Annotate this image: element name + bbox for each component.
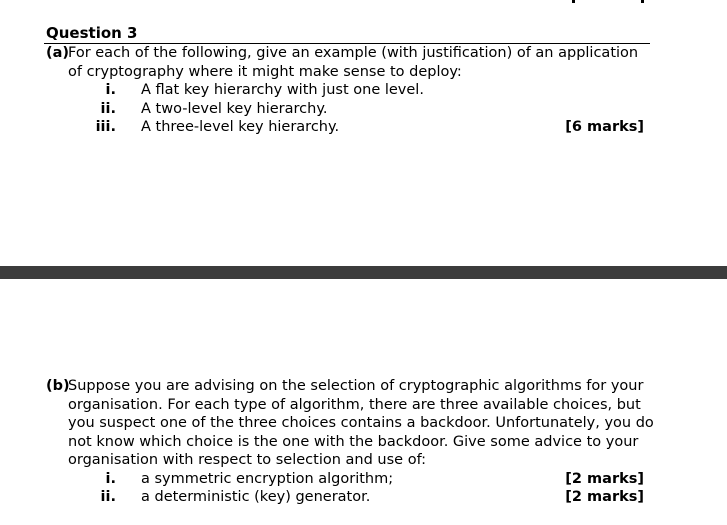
part-b-item-2-marks: [2 marks]: [565, 489, 644, 505]
top-edge-mark-right: [641, 0, 644, 3]
part-a-item-1-num: i.: [105, 82, 116, 98]
part-a-item-3-num: iii.: [95, 119, 116, 135]
part-b-item-2-num: ii.: [100, 489, 116, 505]
part-a-label: (a): [46, 45, 70, 61]
part-a-item-3-text: A three-level key hierarchy.: [141, 119, 340, 135]
part-b-item-2-text: a deterministic (key) generator.: [141, 489, 371, 505]
part-b-item-1-marks: [2 marks]: [565, 471, 644, 487]
part-b-item-1-text: a symmetric encryption algorithm;: [141, 471, 394, 487]
page-divider: [0, 266, 727, 279]
part-b-line-4: not know which choice is the one with the backdoor. Give some advice to your: [68, 434, 639, 450]
part-a-line-2: of cryptography where it might make sense to deploy:: [68, 64, 462, 80]
part-a-marks: [6 marks]: [565, 119, 644, 135]
part-a-line-1: For each of the following, give an example (with justification) of an application: [68, 45, 639, 61]
part-a-item-2-num: ii.: [100, 101, 116, 117]
part-b-label: (b): [46, 378, 70, 394]
part-b-line-2: organisation. For each type of algorithm, there are three available choices, but: [68, 397, 641, 413]
part-b-line-3: you suspect one of the three choices contains a backdoor. Unfortunately, you do: [68, 415, 654, 431]
part-a-item-2-text: A two-level key hierarchy.: [141, 101, 328, 117]
part-b-line-5: organisation with respect to selection and use of:: [68, 452, 427, 468]
part-b-line-1: Suppose you are advising on the selection of cryptographic algorithms for your: [68, 378, 644, 394]
question-title: Question 3: [46, 24, 138, 42]
part-b-item-1-num: i.: [105, 471, 116, 487]
top-edge-mark-left: [572, 0, 575, 3]
part-a-item-1-text: A flat key hierarchy with just one level.: [141, 82, 424, 98]
